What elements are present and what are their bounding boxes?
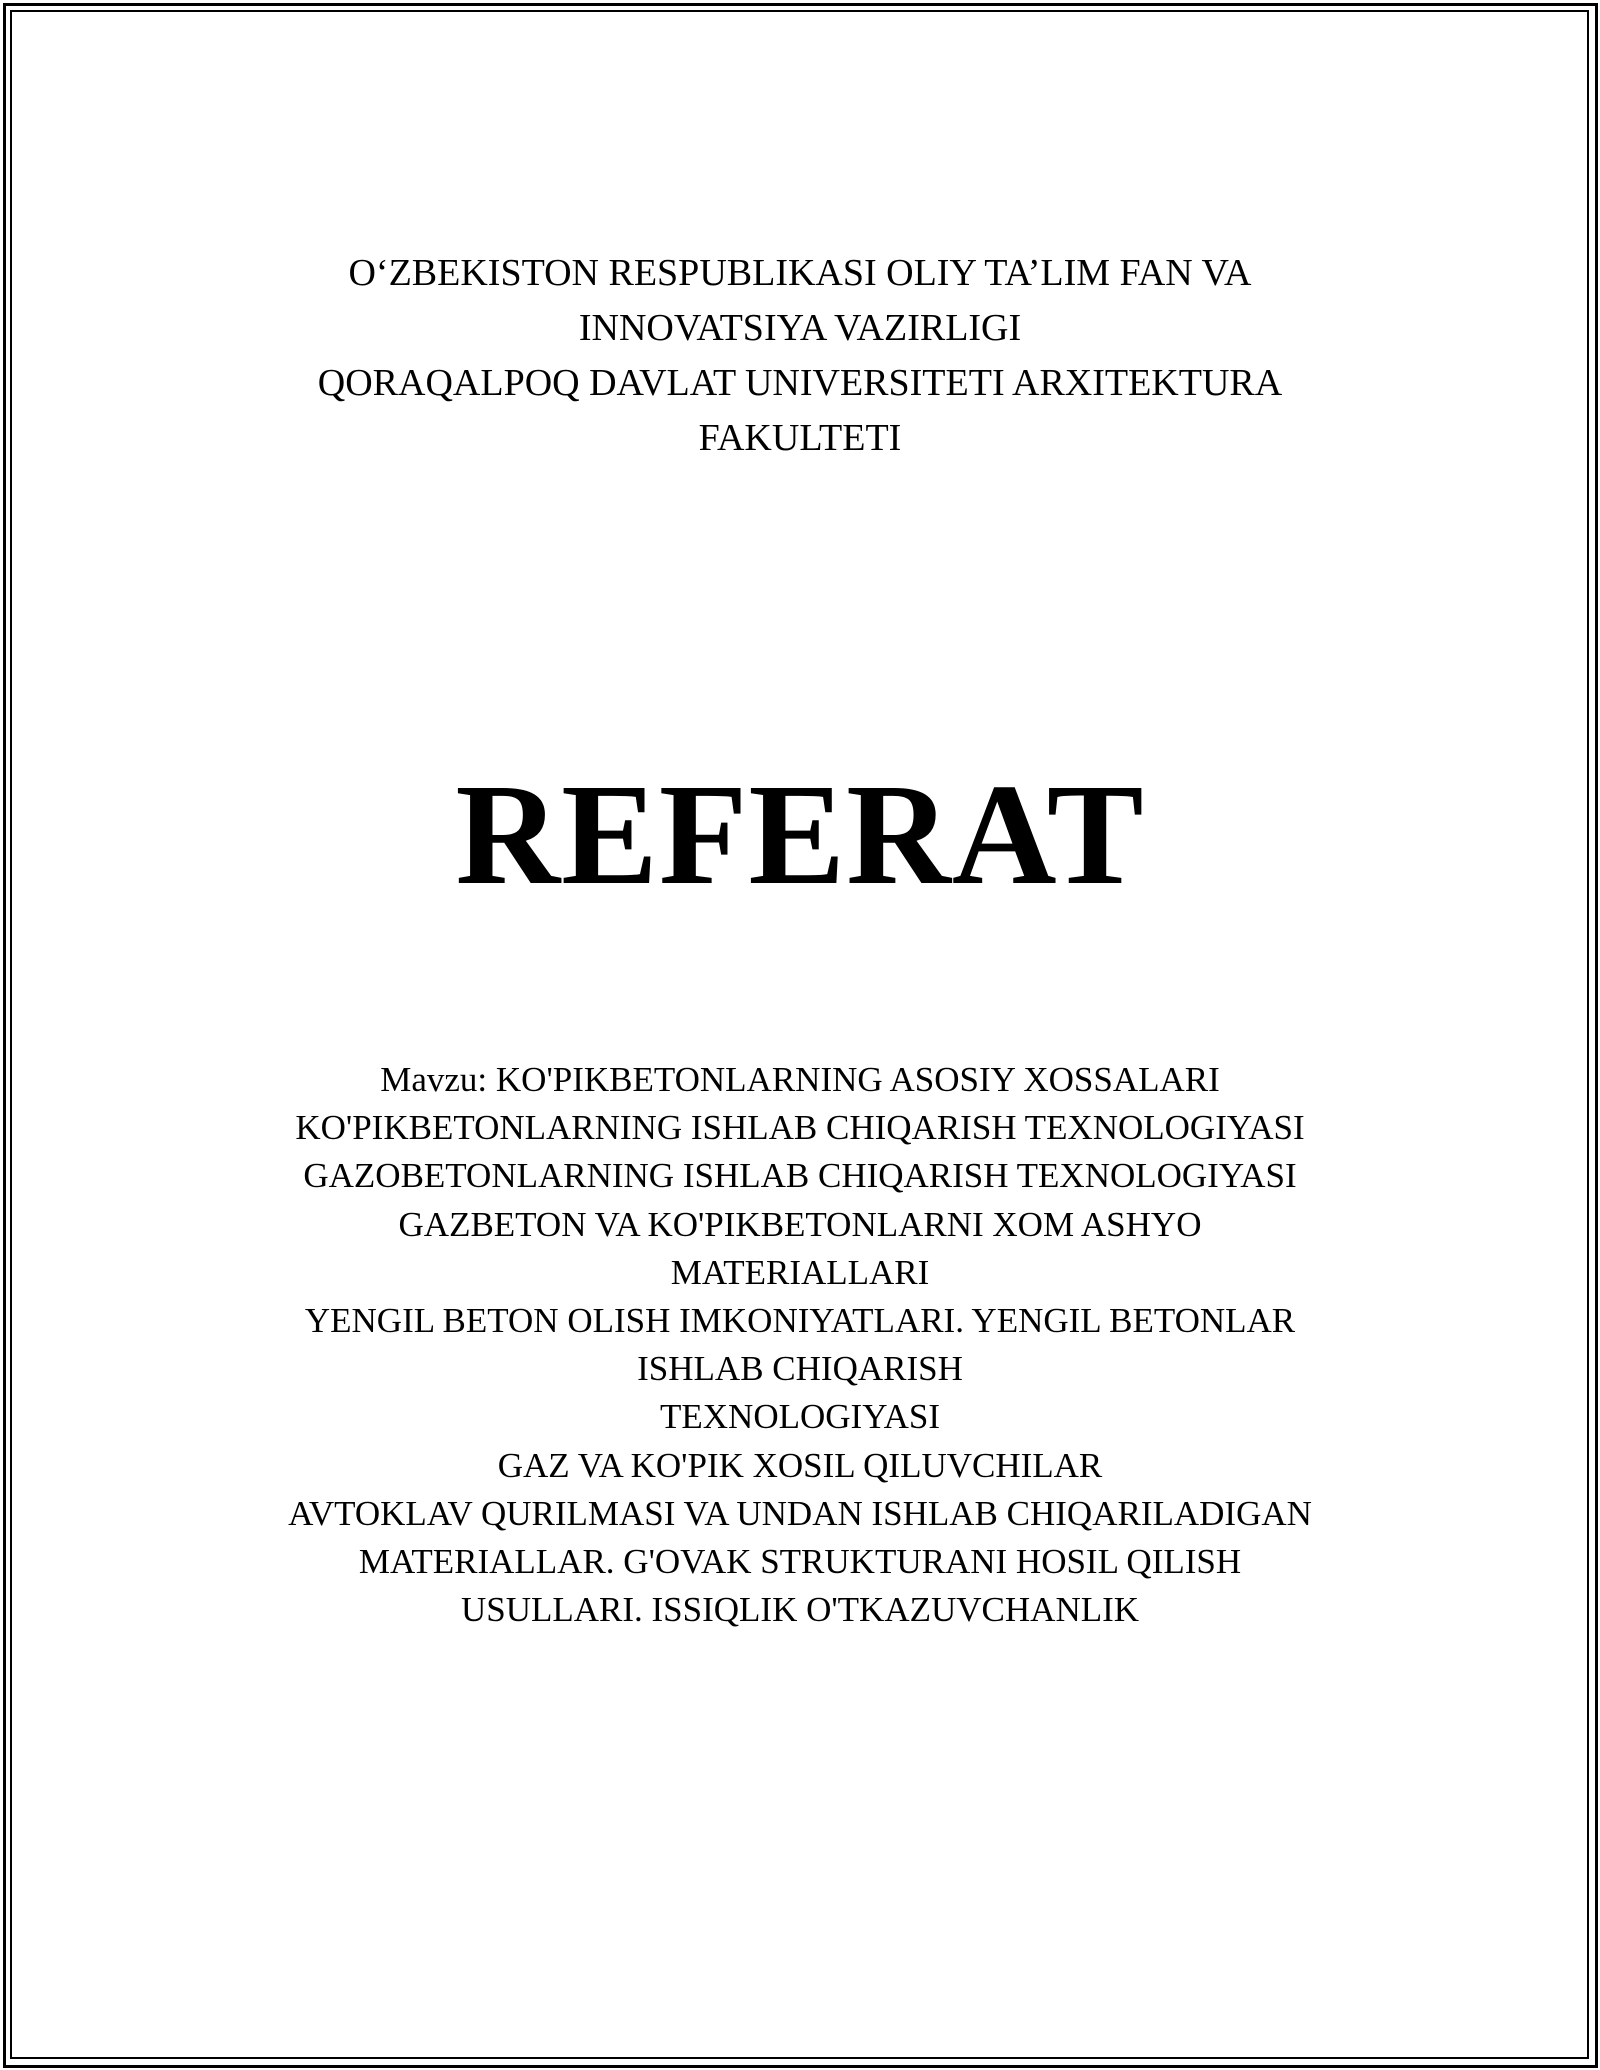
header-line: INNOVATSIYA VAZIRLIGI [578,307,1022,349]
topic-line: YENGIL BETON OLISH IMKONIYATLARI. YENGIL BETONLAR [304,1301,1296,1341]
document-title: REFERAT [455,755,1145,915]
header-line: QORAQALPOQ DAVLAT UNIVERSITETI ARXITEKTURA [317,362,1283,404]
header-line: O‘ZBEKISTON RESPUBLIKASI OLIY TA’LIM FAN VA [348,252,1252,294]
topic-line: KO'PIKBETONLARNING ISHLAB CHIQARISH TEXNOLOGIYASI [295,1108,1305,1148]
topic-line: GAZBETON VA KO'PIKBETONLARNI XOM ASHYO [398,1204,1202,1244]
topic-line: Mavzu: KO'PIKBETONLARNING ASOSIY XOSSALARI [380,1060,1220,1099]
topic-line: MATERIALLARI [670,1252,930,1292]
header-line: FAKULTETI [698,417,902,459]
topic-line: MATERIALLAR. G'OVAK STRUKTURANI HOSIL QILISH [358,1542,1242,1582]
topic-line: USULLARI. ISSIQLIK O'TKAZUVCHANLIK [460,1590,1140,1630]
topic-block [0,1056,1600,1634]
topic-line: GAZ VA KO'PIK XOSIL QILUVCHILAR [497,1445,1103,1485]
institution-header [0,246,1600,466]
topic-line: GAZOBETONLARNING ISHLAB CHIQARISH TEXNOLOGIYASI [303,1156,1297,1196]
topic-line: TEXNOLOGIYASI [660,1397,940,1437]
topic-line: AVTOKLAV QURILMASI VA UNDAN ISHLAB CHIQARILADIGAN [288,1493,1312,1533]
topic-line: ISHLAB CHIQARISH [637,1349,963,1389]
